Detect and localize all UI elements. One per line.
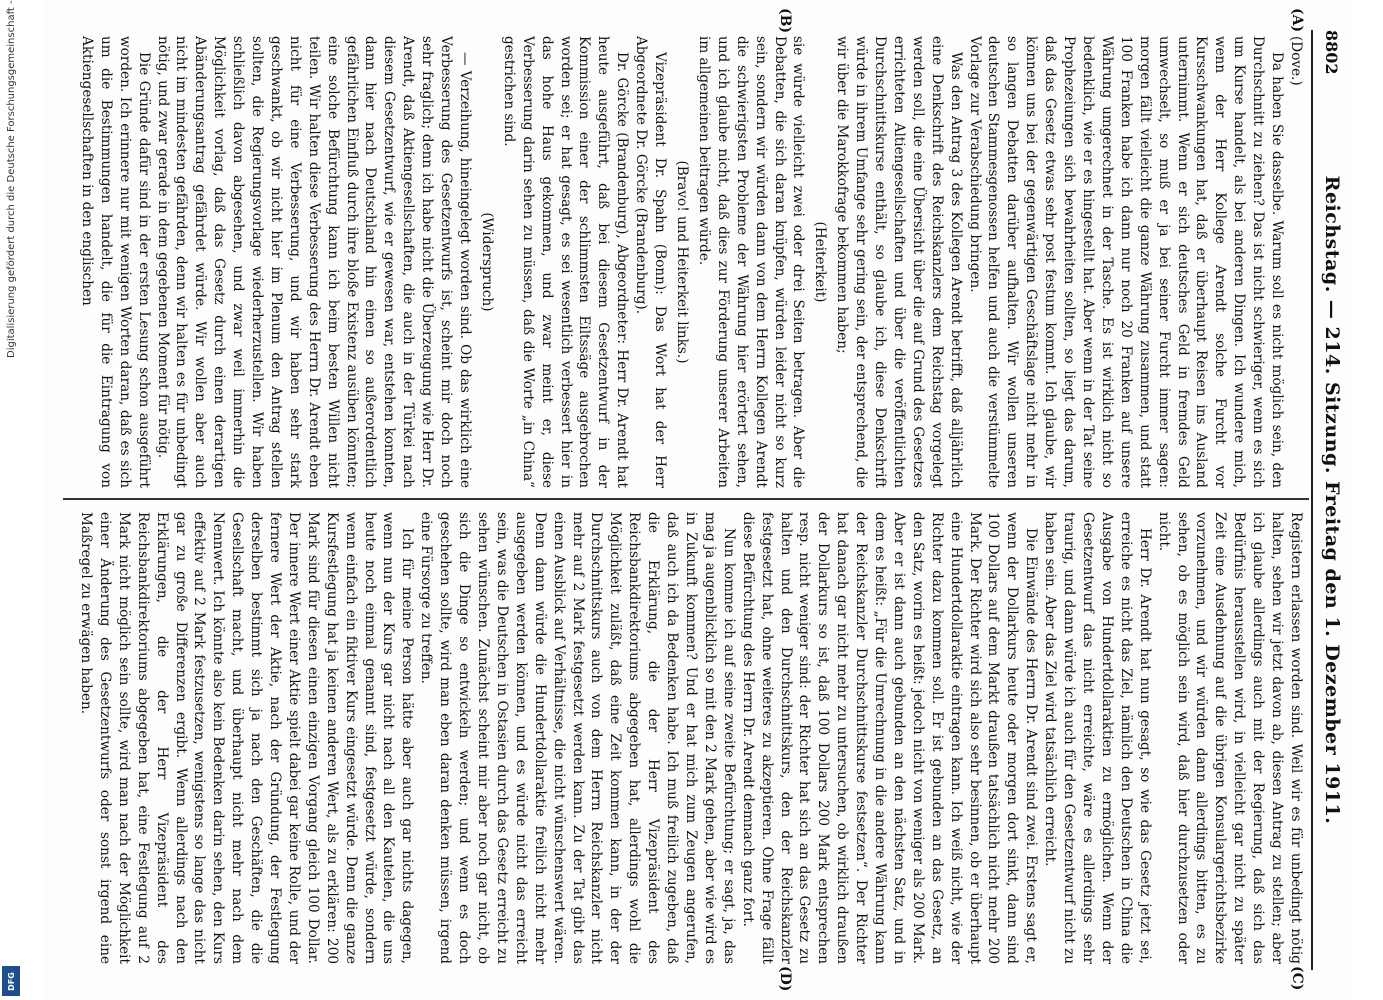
dfg-logo: DFG [2, 966, 20, 996]
credit-strip [0, 0, 22, 1000]
speaker-tag: (Dove.) [1288, 36, 1304, 86]
paragraph: Was den Antrag 3 des Kollegen Arendt betrifft, daß alljährlich eine Denkschrift des Reichskanzlers dem Reichstag vorgelegt werden soll, die eine Übersicht über die auf Grund des Gesetzes errichteten Altiengesellschaften und über die veröffentlichten Durchschnittskurse enthält, so glaube ich, diese Denkschrift würde in ihrem Umfange sehr gering sein, der entsprechend, die wir über die Marokkofrage bekommen haben; [834, 36, 964, 488]
margin-marker-d: (D) [777, 966, 793, 992]
paragraph: — Verzeihung, hineingelegt worden sind. Ob das wirklich eine Verbesserung des Gesetzentwurfs ist, scheint mir doch noch sehr fraglich; denn ich habe nicht die Überzeugung wie Herr Dr. Arendt, daß Aktiengesellschaften, die auch in der Türkei nach diesem Gesetzentwurf, wie er gewesen war, entstehen konnten, dann hier nach Deutschland hin einen so außerordentlich gefährlichen Einfluß durch ihre bloße Existenz ausüben könnten; eine solche Befürchtung kann ich beim besten Willen nicht teilen. Wir halten diese Verbesserung des Herrn Dr. Arendt eben nicht für eine Verbesserung, und wir haben sehr stark geschwankt, ob wir nicht hier im Plenum den Antrag stellen sollten, die Regierungsvorlage wiederherzustellen. Wir haben schließlich davon abgesehen, und zwar weil immerhin die Möglichkeit vorlag, daß das Gesetz durch einen derartigen Abänderungsantrag gefährdet würde. Wir wollen aber auch nicht im mindesten gefährden, denn wir halten es für unbedingt nötig, und zwar gerade in dem gegebenen Moment für nötig. [154, 36, 474, 488]
paragraph: Registern erlassen worden sind. Weil wir es für unbedingt nötig halten, sehen wir jetzt davon ab, diesen Antrag zu stellen; aber ich glaube allerdings auch mit der Regierung, daß sich das Bedürfnis herausstellen wird, in vielleicht gar nicht zu später Zeit eine Ausdehnung auf die übrigen Konsulargerichtsbezirke vorzunehmen, und wir würden dann allerdings bitten, es zu sehen, ob es möglich sein wird, daß hier durchzusetzen oder nicht. [1155, 512, 1304, 964]
page-header [1315, 30, 1345, 970]
paragraph: Da haben Sie dasselbe. Warum soll es nicht möglich sein, den Durchschnitt zu ziehen? Das ist nicht schwieriger, wenn es sich um Kurse handelt, als bei anderen Dingen. Ich wundere mich, wenn der Herr Kollege Arendt solche Furcht vor Kursschwankungen hat, daß er überhaupt Reisen ins Ausland unternimmt. Wenn er sich deutsches Geld in fremdes Geld umwechselt, so muß er ja bei seiner Furcht immer sagen: morgen fällt vielleicht die ganze Währung zusammen, und statt 100 Franken habe ich dann nur noch 20 Franken auf unsere Währung umgerechnet in der Tasche. Es ist wirklich nicht so bedenklich, wie er es hingestellt hat. Aber wenn in der Tat seine Prophezeiungen sich bewahrheiten sollten, so liegt das darum, daß das Gesetz etwas sehr post festum kommt. Ich glaube, wir können uns bei der gegenwärtigen Geschäftslage nicht mehr in so langen Debatten darüber aufhalten. Wir wollen unseren deutschen Stammesgenossen helfen und auch die verstümmelte Vorlage zur Verabschiedung bringen. [966, 36, 1286, 488]
margin-marker-a: (A) [1289, 8, 1305, 33]
interjection: (Bravo! und Heiterkeit links.) [674, 160, 690, 364]
paragraph: Dr. Görcke (Brandenburg), Abgeordneter: Herr Dr. Arendt hat heute ausgeführt, daß bei diesem Gesetzentwurf in der Kommission einer der schlimmsten Eiltssäge ausgebrochen worden sei; er hat gesagt, es sei wesentlich verbessert hier in das hohe Haus gekommen, und zwar meint er, diese Verbesserung darin sehen zu müssen, daß die Worte „in China“ gestrichen sind. [500, 36, 631, 488]
paragraph: Vizepräsident Dr. Spahn (Bonn): Das Wort hat der Herr Abgeordnete Dr. Görcke (Brandenburg). [633, 36, 669, 488]
column-divider [63, 498, 1309, 500]
interjection: (Heiterkeit) [812, 221, 829, 303]
margin-marker-c: (C) [1289, 966, 1305, 991]
paragraph: Herr Dr. Arendt hat nun gesagt, so wie das Gesetz jetzt sei, erreiche es nicht das Ziel, nämlich den Deutschen in China die Ausgabe von Hundertdollaraktien zu ermöglichen. Wenn der Gesetzentwurf das nicht erreichte, wäre es allerdings sehr traurig, und dann würde ich auch für den Gesetzentwurf nicht zu haben sein. Aber das Ziel wird tatsächlich erreicht. [1042, 512, 1153, 964]
interjection: (Widerspruch) [478, 212, 495, 312]
paragraph: Die Gründe dafür sind in der ersten Lesung schon ausgeführt worden. Ich erinnere nur mit wenigen Worten daran, daß es sich um die Bestimmungen handelt, die für die Eintragung von Aktiengesellschaften in den englischen [78, 36, 152, 488]
page-number: 8802 [1322, 30, 1341, 75]
paragraph: Die Einwände des Herrn Dr. Arendt sind zwei. Erstens sagt er, wenn der Dollarkurs heute oder morgen dort sinkt, dann sind 100 Dollars auf dem Markt draußen tatsächlich nicht mehr 200 Mark. Der Richter wird sich also sehr besinnen, ob er überhaupt eine Hundertdollaraktie eintragen kann. Ich weiß nicht, wie der Richter dazu kommen soll. Er ist gebunden an das Gesetz, an den Satz, worin es heißt: jedoch nicht von weniger als 200 Mark. Aber er ist dann auch gebunden an den nächsten Satz, und in dem es heißt: „Für die Umrechnung in die andere Währung kann der Reichskanzler Durchschnittskurse festsetzen“. Der Richter hat danach gar nicht mehr zu untersuchen, ob wirklich draußen der Dollarkurs so ist, daß 100 Dollars 200 Mark entsprechen resp. nicht weniger sind: der Richter hat sich an das Gesetz zu halten und den Durchschnittskurs, den der Reichskanzler festgesetzt hat, ohne weiteres zu akzeptieren. Ohne Frage fällt diese Befürchtung des Herrn Dr. Arendt demnach ganz fort. [739, 512, 1040, 964]
left-column [55, 36, 1305, 488]
paragraph: sie würde vielleicht zwei oder drei Seiten betragen. Aber die Debatten, die sich daran knüpfen, würden leider nicht so kurz sein, sondern wir würden dann von dem Herrn Kollegen Arendt die schwierigsten Probleme der Währung hier erörtert sehen, und ich glaube nicht, daß dies zur Förderung unserer Arbeiten im allgemeinen beitragen würde. [695, 36, 807, 488]
digitization-credit: Digitalisierung gefördert durch die Deutsche Forschungsgemeinschaft - [6, 0, 17, 358]
margin-marker-b: (B) [777, 8, 793, 34]
header-rule [1311, 30, 1313, 970]
newspaper-page [43, 0, 1353, 1000]
paragraph: Nun komme ich auf seine zweite Befürchtung; er sagt, ja, das mag ja augenblicklich so mit den 2 Mark gehen, aber wie wird es in Zukunft kommen? Und er hat mich zum Zeugen angerufen, daß auch ich da Bedenken habe. Ich muß freilich zugeben, daß die Erklärung, die der Herr Vizepräsident des Reichsbankdirektoriums abgegeben hat, allerdings wohl die Möglichkeit zuläßt, daß eine Zeit kommen kann, in der der Durchschnittskurs auch von dem Herrn Reichskanzler nicht mehr auf 2 Mark festgesetzt werden kann. Zu der Tat gibt das einen Ausblick auf Verhältnisse, die nicht wünschenswert wären. Denn dann würde die Hundertdollaraktie freilich nicht mehr ausgegeben werden können, und es würde nicht das erreicht sein, was die Deutschen in Ostasien durch das Gesetz erreicht zu sehen wünschen. Zunächst scheint mir aber noch gar nicht, ob sich die Dinge so entwickeln werden; und wenn es doch geschehen sollte, wird man eben daran denken müssen, irgend eine Fürsorge zu treffen. [418, 512, 737, 964]
page-title: Reichstag. — 214. Sitzung. Freitag den 1. Dezember 1911. [1321, 175, 1343, 825]
paragraph: Ich für meine Person hätte aber auch gar nichts dagegen, wenn nun der Kurs gar nicht nach all den Kautelen, die uns heute noch einmal genannt sind, festgesetzt würde, sondern wenn einfach ein fiktiver Kurs eingesetzt würde. Denn die ganze Kursfestlegung hat ja keinen anderen Wert, als zu erklären: 200 Mark sind für diesen einen einzigen Vorgang gleich 100 Dollar. Der innere Wert einer Aktie spielt dabei gar keine Rolle, und der fernere Wert der Aktie, nach der Gründung, der Festlegung derselben bestimmt sich ja nach den Geschäften, die die Gesellschaft macht, und überhaupt nicht mehr nach dem Nennwert. Ich könnte also kein Bedenken darin sehen, den Kurs effektiv auf 2 Mark festzusetzen, wenigstens so lange das nicht gar zu große Differenzen ergibt. Wenn allerdings nach den Erklärungen, die der Herr Vizepräsident des Reichsbankdirektoriums abgegeben hat, eine Festlegung auf 2 Mark nicht möglich sein sollte, wird man nach der Möglichkeit einer Änderung des Gesetzentwurfs oder sonst irgend eine Maßregel zu erwägen haben. [78, 512, 416, 964]
right-column [55, 512, 1305, 964]
